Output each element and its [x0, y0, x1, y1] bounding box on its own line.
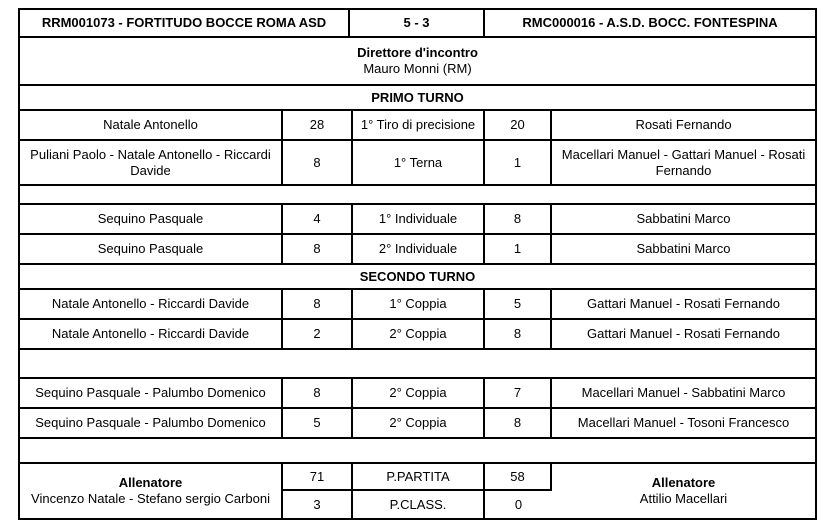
table-row: [20, 141, 815, 186]
away-score-cell: 8: [485, 409, 552, 437]
home-score-cell: 8: [283, 141, 353, 184]
away-match-points-cell: 58: [485, 464, 552, 491]
referee-row: [20, 38, 815, 86]
table-row: [20, 111, 815, 141]
home-players-cell: Natale Antonello - Riccardi Davide: [20, 290, 283, 318]
away-coach-cell: [552, 464, 815, 518]
event-cell: 2° Coppia: [353, 409, 485, 437]
home-score-cell: 8: [283, 235, 353, 263]
match-points-label-cell: P.PARTITA: [353, 464, 485, 491]
teams-header-row: [20, 10, 815, 38]
home-class-points-cell: 3: [283, 491, 353, 518]
event-cell: 1° Tiro di precisione: [353, 111, 485, 139]
event-cell: 1° Terna: [353, 141, 485, 184]
event-cell: 1° Coppia: [353, 290, 485, 318]
table-row: [20, 379, 815, 409]
table-row: [20, 409, 815, 439]
away-players-cell: Rosati Fernando: [635, 117, 732, 132]
home-score-cell: 28: [283, 111, 353, 139]
spacer-row: [20, 350, 815, 379]
home-coach-name: Vincenzo Natale - Stefano sergio Carboni: [31, 491, 270, 506]
home-match-points-cell: 71: [283, 464, 353, 491]
section-title-primo: PRIMO TURNO: [371, 89, 464, 105]
away-score-cell: 8: [485, 320, 552, 348]
home-coach-cell: [20, 464, 283, 518]
section-title-row-primo: [20, 86, 815, 111]
away-team-cell: RMC000016 - A.S.D. BOCC. FONTESPINA: [522, 15, 778, 30]
away-players-cell: Sabbatini Marco: [636, 211, 731, 226]
home-players-cell: Sequino Pasquale: [20, 205, 283, 233]
away-score-cell: 1: [485, 235, 552, 263]
away-players-cell: Gattari Manuel - Rosati Fernando: [587, 326, 780, 341]
table-row: [20, 235, 815, 265]
away-coach-label: Allenatore: [651, 475, 716, 490]
table-row: [20, 290, 815, 320]
away-players-cell: Macellari Manuel - Tosoni Francesco: [577, 415, 790, 430]
home-players-cell: Puliani Paolo - Natale Antonello - Riccardi Davide: [20, 141, 283, 184]
referee-name: Mauro Monni (RM): [363, 61, 472, 76]
home-team-cell: RRM001073 - FORTITUDO BOCCE ROMA ASD: [20, 10, 350, 36]
home-score-cell: 8: [283, 290, 353, 318]
event-cell: 2° Coppia: [353, 379, 485, 407]
table-row: [20, 320, 815, 350]
away-coach-name: Attilio Macellari: [639, 491, 728, 506]
away-score-cell: 7: [485, 379, 552, 407]
home-score-cell: 4: [283, 205, 353, 233]
section-title-secondo: SECONDO TURNO: [359, 268, 476, 284]
spacer-row: [20, 186, 815, 205]
away-score-cell: 8: [485, 205, 552, 233]
event-cell: 1° Individuale: [353, 205, 485, 233]
class-points-label-cell: P.CLASS.: [353, 491, 485, 518]
home-players-cell: Natale Antonello - Riccardi Davide: [20, 320, 283, 348]
home-players-cell: Sequino Pasquale - Palumbo Domenico: [20, 379, 283, 407]
home-players-cell: Sequino Pasquale - Palumbo Domenico: [20, 409, 283, 437]
away-class-points-cell: 0: [514, 496, 523, 512]
table-row: [20, 205, 815, 235]
away-players-cell: Macellari Manuel - Sabbatini Marco: [581, 385, 786, 400]
spacer-row: [20, 439, 815, 464]
away-players-cell: Sabbatini Marco: [636, 241, 731, 256]
home-players-cell: Sequino Pasquale: [20, 235, 283, 263]
home-coach-label: Allenatore: [118, 475, 183, 490]
home-score-cell: 8: [283, 379, 353, 407]
referee-label: Direttore d'incontro: [357, 45, 478, 60]
footer-row: [20, 464, 815, 518]
away-score-cell: 5: [485, 290, 552, 318]
away-players-cell: Gattari Manuel - Rosati Fernando: [587, 296, 780, 311]
away-score-cell: 1: [485, 141, 552, 184]
event-cell: 2° Coppia: [353, 320, 485, 348]
home-score-cell: 5: [283, 409, 353, 437]
match-score-cell: 5 - 3: [350, 10, 485, 36]
section-title-row-secondo: [20, 265, 815, 290]
event-cell: 2° Individuale: [353, 235, 485, 263]
home-score-cell: 2: [283, 320, 353, 348]
home-players-cell: Natale Antonello: [20, 111, 283, 139]
away-players-cell: Macellari Manuel - Gattari Manuel - Rosati Fernando: [561, 146, 806, 178]
away-score-cell: 20: [485, 111, 552, 139]
match-report-table: [18, 8, 817, 520]
referee-cell: [20, 38, 815, 84]
